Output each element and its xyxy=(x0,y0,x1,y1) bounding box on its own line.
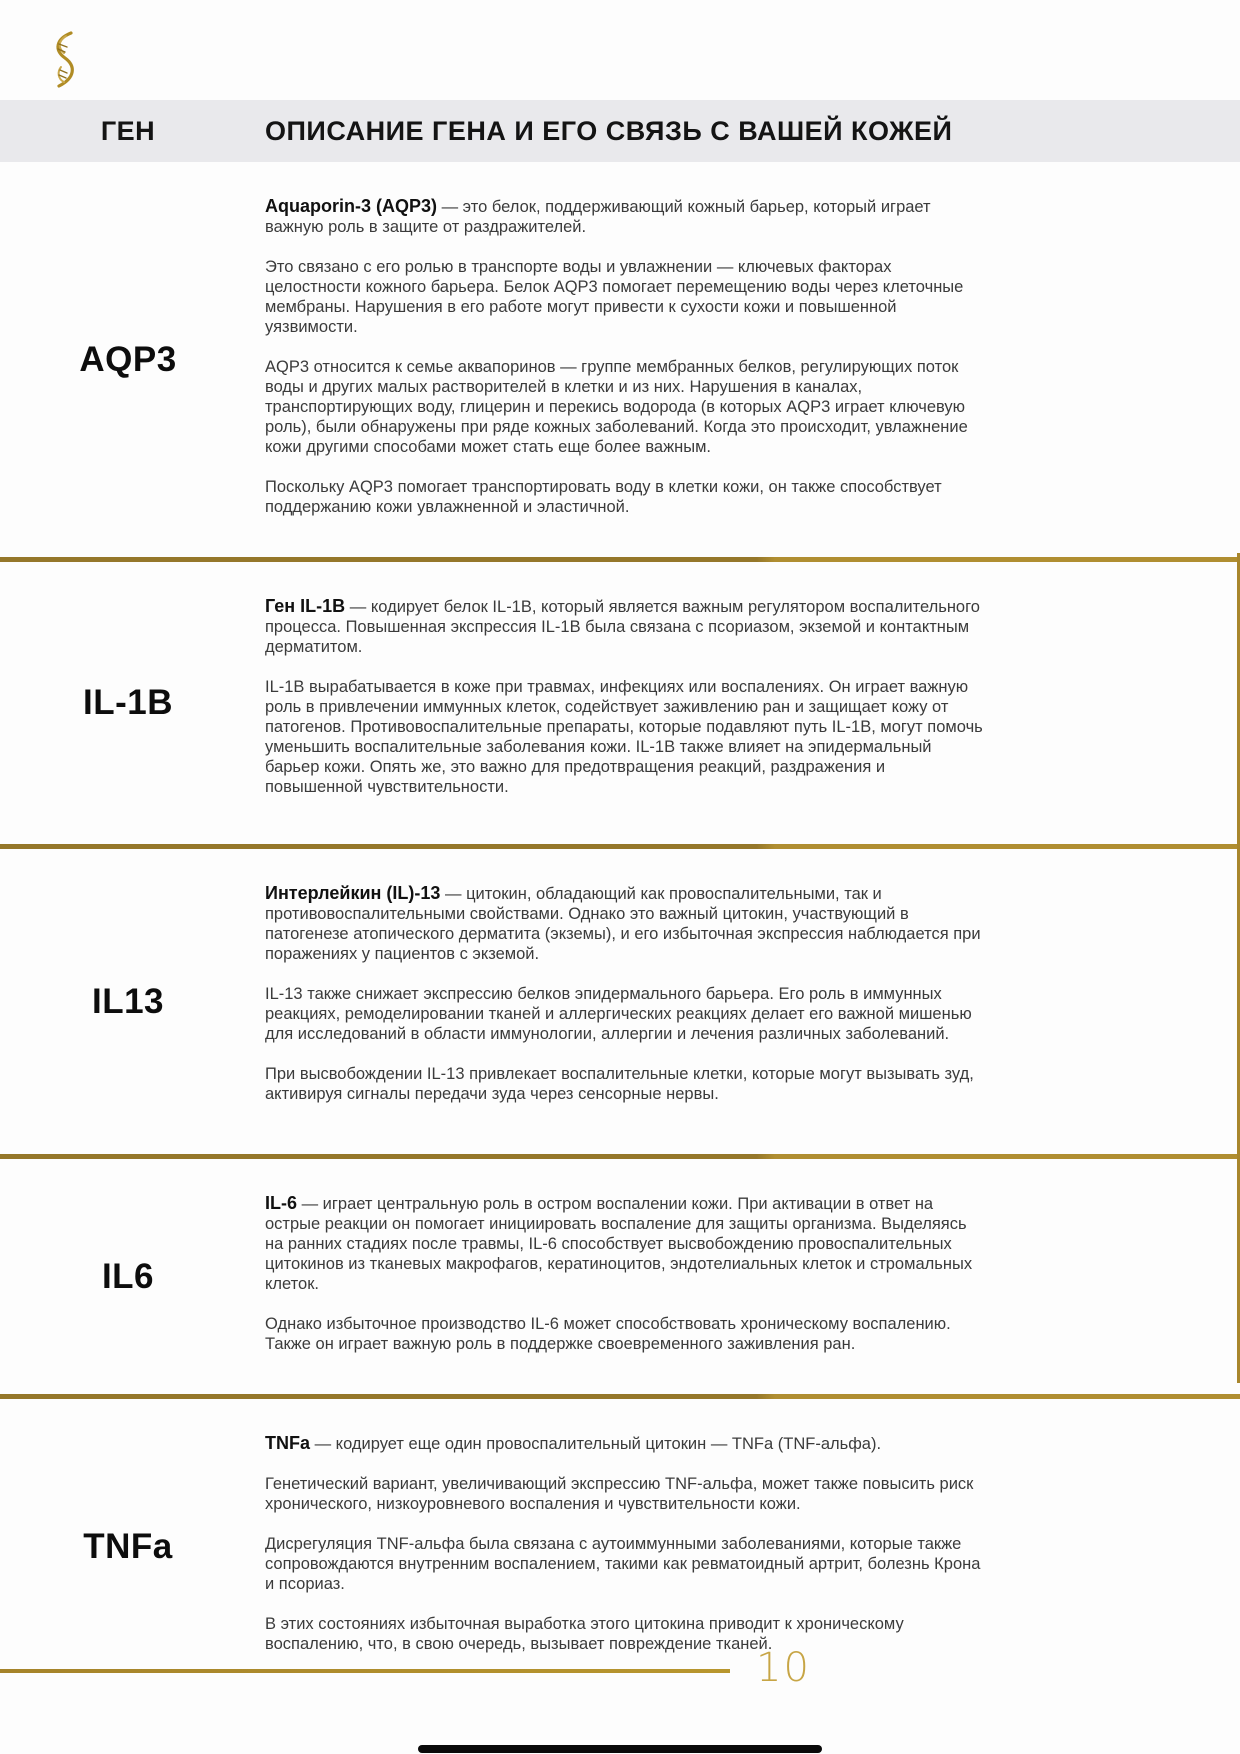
gene-description xyxy=(256,562,996,844)
gene-table-body xyxy=(0,162,1240,1694)
gene-row xyxy=(0,849,1240,1154)
bottom-home-indicator-bar xyxy=(418,1745,822,1753)
footer-divider-line xyxy=(0,1669,730,1673)
gene-name: IL-1B xyxy=(83,683,173,722)
description-paragraph: IL-1B вырабатывается в коже при травмах, инфекциях или воспалениях. Он играет важную роль в привлечении иммунных клеток, содействует заживлению ран и защищает кожу от патогенов. Противовоспалительные препараты, которые подавляют путь IL-1B, могут помочь уменьшить воспалительные заболевания кожи. IL-1B также влияет на эпидермальный барьер кожи. Опять же, это важно для предотвращения реакций, раздражения и повышенной чувствительности. xyxy=(265,678,983,796)
description-paragraph: Интерлейкин (IL)-13 — цитокин, обладающий как провоспалительными, так и противовоспалительными свойствами. Однако это важный цитокин, участвующий в патогенезе атопического дерматита (экземы), и его избыточная экспрессия наблюдается при поражениях у пациентов с экземой. xyxy=(265,883,981,963)
page-number: 10 xyxy=(756,1645,811,1691)
gene-description xyxy=(256,162,996,557)
gene-table xyxy=(0,100,1240,1694)
gene-name: AQP3 xyxy=(79,339,177,379)
header-description-column: ОПИСАНИЕ ГЕНА И ЕГО СВЯЗЬ С ВАШЕЙ КОЖЕЙ xyxy=(265,115,953,146)
gene-name: IL6 xyxy=(101,1256,155,1296)
gene-description xyxy=(256,849,996,1154)
gene-lead-label: Интерлейкин (IL)-13 xyxy=(265,883,441,903)
description-paragraph: Ген IL-1B — кодирует белок IL-1B, который является важным регулятором воспалительного процесса. Повышенная экспрессия IL-1B была связана с псориазом, экземой и контактным дерматитом. xyxy=(265,596,980,656)
gene-row xyxy=(0,162,1240,557)
header-gene-column: ГЕН xyxy=(100,115,156,146)
gene-description xyxy=(256,1159,996,1394)
description-paragraph: В этих состояниях избыточная выработка этого цитокина приводит к хроническому воспалению, что, в свою очередь, вызывает повреждение тканей. xyxy=(265,1615,904,1653)
description-paragraph: AQP3 относится к семье аквапоринов — группе мембранных белков, регулирующих поток воды и других малых растворителей в клетки и из них. Нарушения в каналах, транспортирующих воду, глицерин и перекись водорода (в которых AQP3 играет ключевую роль), были обнаружены при ряде кожных заболеваний. Когда это происходит, увлажнение кожи другими способами может стать еще более важным. xyxy=(265,358,968,456)
description-paragraph: При высвобождении IL-13 привлекает воспалительные клетки, которые могут вызывать зуд, активируя сигналы передачи зуда через сенсорные нервы. xyxy=(265,1065,974,1103)
gene-name: IL13 xyxy=(91,981,165,1021)
description-paragraph: Дисрегуляция TNF-альфа была связана с аутоиммунными заболеваниями, которые также сопровождаются внутренним воспалением, такими как ревматоидный артрит, болезнь Крона и псориаз. xyxy=(265,1535,981,1593)
description-paragraph: Однако избыточное производство IL-6 может способствовать хроническому воспалению. Также он играет важную роль в поддержке своевременного заживления ран. xyxy=(265,1315,951,1353)
description-paragraph: IL-13 также снижает экспрессию белков эпидермального барьера. Его роль в иммунных реакциях, ремоделировании тканей и аллергических реакциях делает его важной мишенью для исследований в области иммунологии, аллергии и лечения различных заболеваний. xyxy=(265,985,972,1043)
gene-lead-label: Ген IL-1B xyxy=(265,596,346,616)
gene-lead-label: Aquaporin-3 (AQP3) xyxy=(265,196,438,216)
description-paragraph: TNFa — кодирует еще один провоспалительный цитокин — TNFa (TNF-альфа). xyxy=(265,1433,882,1453)
description-paragraph: Aquaporin-3 (AQP3) — это белок, поддерживающий кожный барьер, который играет важную роль в защите от раздражителей. xyxy=(265,196,931,236)
table-header xyxy=(0,100,1240,162)
description-paragraph: IL-6 — играет центральную роль в остром воспалении кожи. При активации в ответ на острые реакции он помогает инициировать воспаление для защиты организма. Выделяясь на ранних стадиях после травмы, IL-6 способствует высвобождению провоспалительных цитокинов из тканевых макрофагов, кератиноцитов, эндотелиальных клеток и стромальных клеток. xyxy=(265,1193,973,1293)
gene-lead-label: IL-6 xyxy=(265,1193,298,1213)
gene-row xyxy=(0,1159,1240,1394)
gene-name: TNFa xyxy=(83,1526,173,1566)
gene-row xyxy=(0,1399,1240,1694)
dna-helix-logo-icon xyxy=(46,30,82,90)
gene-description xyxy=(256,1399,996,1694)
description-paragraph: Это связано с его ролью в транспорте воды и увлажнении — ключевых факторах целостности кожного барьера. Белок AQP3 помогает перемещению воды через клеточные мембраны. Нарушения в его работе могут привести к сухости кожи и повышенной уязвимости. xyxy=(265,258,964,336)
gene-row xyxy=(0,562,1240,844)
gene-lead-label: TNFa xyxy=(265,1433,310,1453)
description-paragraph: Поскольку AQP3 помогает транспортировать воду в клетки кожи, он также способствует поддержанию кожи увлажненной и эластичной. xyxy=(265,478,942,516)
description-paragraph: Генетический вариант, увеличивающий экспрессию TNF-альфа, может также повысить риск хронического, низкоуровневого воспаления и чувствительности кожи. xyxy=(265,1475,974,1513)
